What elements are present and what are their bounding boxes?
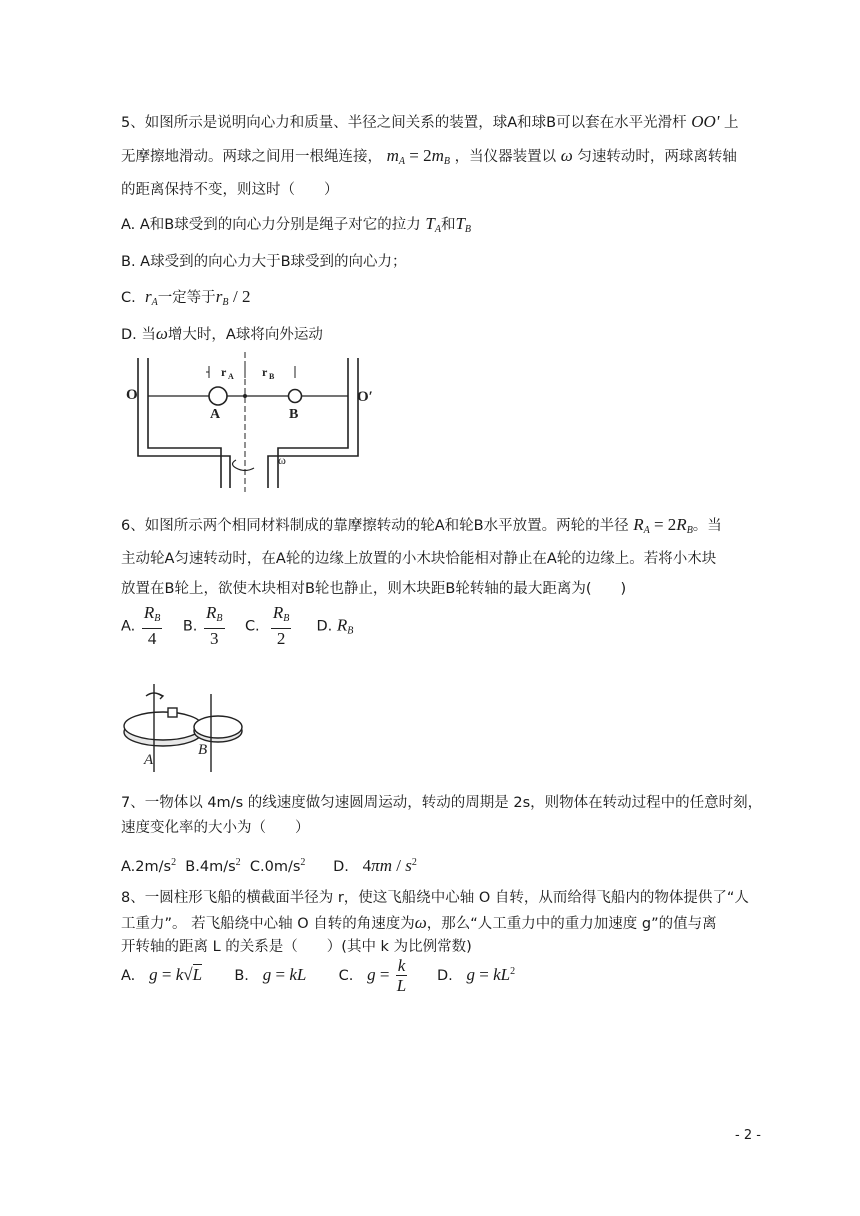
q8-line2: 工重力”。 若飞船绕中心轴 O 自转的角速度为ω，那么“人工重力中的重力加速度 g”的值与离 [121, 913, 717, 932]
q5-fig-label-a: A [210, 407, 221, 422]
q6-line2: 主动轮A匀速转动时，在A轮的边缘上放置的小木块恰能相对静止在A轮的边缘上。若将小木块 [121, 551, 717, 567]
q5-option-c-label: C. [121, 290, 136, 306]
q6-line3: 放置在B轮上，欲使木块相对B轮也静止，则木块距B轮转轴的最大距离为( ) [121, 581, 627, 597]
q5-fig-label-o-prime: O′ [357, 389, 373, 405]
q5-fig-label-b: B [289, 407, 299, 422]
q5-option-d-post: 增大时，A球将向外运动 [167, 327, 323, 343]
q8-option-a: A. [121, 968, 136, 984]
q6-option-b: B. [182, 618, 198, 635]
q5-line1-text: 5、如图所示是说明向心力和质量、半径之间关系的装置，球A和球B可以套在水平光滑杆 [121, 115, 687, 131]
q5-fig-label-omega: ω [278, 453, 286, 467]
q8-option-d: D. [436, 968, 453, 984]
q5-line2 [121, 146, 737, 172]
q7-options: $A.2m/s^2$ $B.4m/s^2$ $C.0m/s^2$ D. $4\pi m / s^2$ [121, 856, 417, 875]
q5-option-b: B. A球受到的向心力大于B球受到的向心力； [121, 254, 407, 270]
q8-line2-b: ，那么“人工重力中的重力加速度 g”的值与离 [426, 916, 717, 932]
q6-line1 [121, 515, 722, 541]
q5-option-a: A. A和B球受到的向心力分别是绳子对它的拉力 $T_A$和$T_B$ [121, 214, 472, 235]
q7-line1: 7、一物体以 4m/s 的线速度做匀速圆周运动，转动的周期是 2s，则物体在转动过程中的任意时刻， [121, 795, 763, 811]
q5-option-c-mid: 一定等于 [157, 290, 216, 306]
q5-fig-label-ra: r [221, 365, 227, 379]
q6-line1-b: 。当 [692, 518, 722, 534]
q7-line2: 速度变化率的大小为（ ） [121, 820, 310, 836]
q5-line1-end: 上 [724, 115, 739, 131]
q8-option-c-fraction: $\frac{k}{L}$ [396, 955, 407, 995]
q6-line1-a: 6、如图所示两个相同材料制成的靠摩擦转动的轮A和轮B水平放置。两轮的半径 [121, 518, 629, 534]
q5-mass-relation: $m_A = 2m_B$ [386, 146, 450, 167]
q6-fig-label-b: B [198, 742, 208, 758]
q5-omega: ω [560, 146, 573, 165]
q7-option-b: B.4m/s [185, 859, 236, 875]
q5-line2-b: ，当仪器装置以 [454, 149, 557, 165]
q6-option-a-fraction: $\frac{R_B}{4}$ [143, 603, 161, 648]
q6-option-b-fraction: $\frac{R_B}{3}$ [206, 603, 223, 648]
q8-option-c: C. [338, 968, 354, 984]
q7-option-a: A.2m/s [121, 859, 172, 875]
q5-option-d-pre: D. 当 [121, 327, 156, 343]
q5-option-a-and: 和 [440, 217, 456, 233]
q6-wheels-figure [118, 682, 248, 777]
page-number: - 2 - [735, 1128, 761, 1143]
q8-option-b: B. [234, 968, 249, 984]
q5-apparatus-figure [118, 352, 388, 492]
q6-radius-relation: $R_A = 2R_B$ [633, 515, 693, 536]
q5-line1 [121, 112, 739, 133]
q8-options: A. g = k√L B. g = kL C. g = $\frac{k}{L}$ D. $g = kL^2$ [121, 955, 516, 995]
q8-line2-a: 工重力”。 若飞船绕中心轴 O 自转的角速度为 [121, 916, 415, 932]
q6-option-a: A. [121, 618, 136, 635]
q5-option-c: C. $r_A$一定等于$r_B / 2$ [121, 287, 251, 308]
q6-option-d: D. [316, 618, 333, 635]
q6-option-c-fraction: $\frac{R_B}{2}$ [272, 603, 290, 648]
q5-fig-label-rb: r [262, 365, 268, 379]
q5-fig-label-o: O [126, 387, 138, 403]
q6-options: A. $\frac{R_B}{4}$ B. $\frac{R_B}{3}$ C. $\frac{R_B}{2}$ D. $R_B$ [121, 603, 354, 648]
q5-rod-label: OO' [691, 112, 720, 131]
q7-option-c: C.0m/s [249, 859, 301, 875]
q6-fig-label-a: A [144, 752, 154, 768]
q6-option-c: C. [244, 618, 260, 635]
q5-option-c-end: / 2 [233, 287, 251, 306]
q7-option-d: D. [333, 859, 349, 875]
q5-line2-c: 匀速转动时，两球离转轴 [577, 149, 737, 165]
q5-fig-label-ra-sub: A [228, 372, 234, 381]
q5-option-d: D. 当ω增大时，A球将向外运动 [121, 324, 323, 343]
q5-line3: 的距离保持不变，则这时（ ） [121, 182, 339, 198]
q5-fig-label-rb-sub: B [269, 372, 275, 381]
q5-line2-a: 无摩擦地滑动。两球之间用一根绳连接， [121, 149, 382, 165]
q5-option-a-text: A. A和B球受到的向心力分别是绳子对它的拉力 [121, 217, 421, 233]
q8-line3: 开转轴的距离 L 的关系是（ ）(其中 k 为比例常数) [121, 939, 472, 955]
q8-line1: 8、一圆柱形飞船的横截面半径为 r，使这飞船绕中心轴 O 自转，从而给得飞船内的物体提供了“人 [121, 890, 749, 906]
